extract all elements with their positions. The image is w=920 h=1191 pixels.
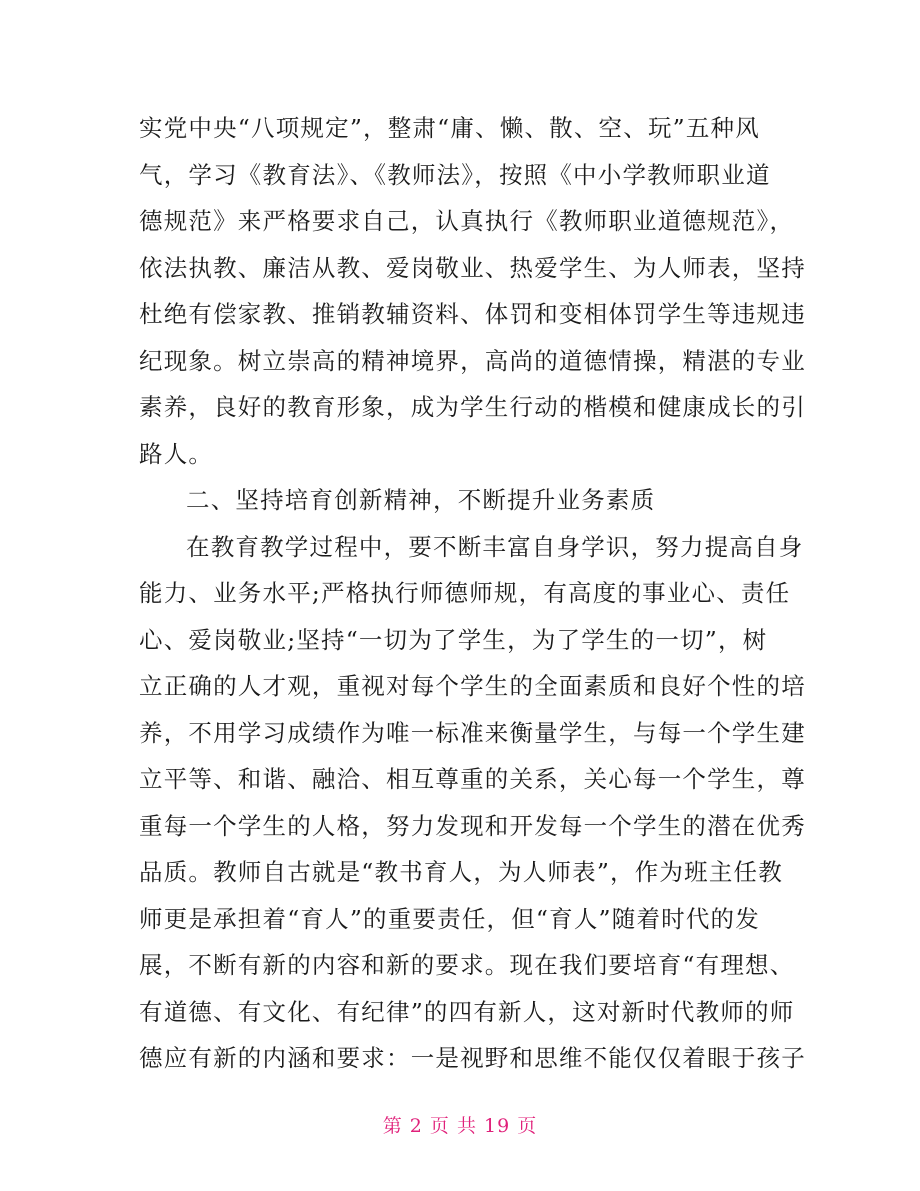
section-heading: 二、坚持培育创新精神，不断提升业务素质 <box>186 486 656 514</box>
text-line: 展，不断有新的内容和新的要求。现在我们要培育“有理想、 <box>139 951 795 979</box>
text-line: 师更是承担着“育人”的重要责任，但“育人”随着时代的发 <box>139 904 760 933</box>
text-line: 路人。 <box>139 439 214 468</box>
text-line: 依法执教、廉洁从教、爱岗敬业、热爱学生、为人师表，坚持 <box>139 253 806 282</box>
text-line: 能力、业务水平;严格执行师德师规，有高度的事业心、责任 <box>139 579 791 607</box>
text-line: 实党中央“八项规定”，整肃“庸、懒、散、空、玩”五种风 <box>139 114 760 142</box>
text-line: 养，不用学习成绩作为唯一标准来衡量学生，与每一个学生建 <box>139 718 806 747</box>
text-line: 纪现象。树立崇高的精神境界，高尚的道德情操，精湛的专业 <box>139 346 806 375</box>
text-line: 素养，良好的教育形象，成为学生行动的楷模和健康成长的引 <box>139 393 806 421</box>
text-line: 有道德、有文化、有纪律”的四有新人，这对新时代教师的师 <box>139 997 795 1026</box>
document-body <box>139 105 806 1082</box>
text-line: 气，学习《教育法》、《教师法》，按照《中小学教师职业道 <box>139 160 771 189</box>
text-line: 重每一个学生的人格，努力发现和开发每一个学生的潜在优秀 <box>139 811 806 840</box>
text-line: 心、爱岗敬业;坚持“一切为了学生，为了学生的一切”，树 <box>139 625 768 654</box>
page-number: 第 2 页 共 19 页 <box>382 1115 538 1137</box>
text-line: 德规范》来严格要求自己，认真执行《教师职业道德规范》， <box>139 207 795 235</box>
text-line: 立正确的人才观，重视对每个学生的全面素质和良好个性的培 <box>139 672 806 700</box>
text-line: 立平等、和谐、融洽、相互尊重的关系，关心每一个学生，尊 <box>139 765 806 793</box>
text-line: 德应有新的内涵和要求：一是视野和思维不能仅仅着眼于孩子 <box>139 1044 806 1072</box>
paragraph-first-line: 在教育教学过程中，要不断丰富自身学识，努力提高自身 <box>186 532 804 561</box>
page-footer <box>0 1111 920 1138</box>
text-line: 品质。教师自古就是“教书育人，为人师表”，作为班主任教 <box>139 858 783 886</box>
text-line: 杜绝有偿家教、推销教辅资料、体罚和变相体罚学生等违规违 <box>139 300 806 328</box>
